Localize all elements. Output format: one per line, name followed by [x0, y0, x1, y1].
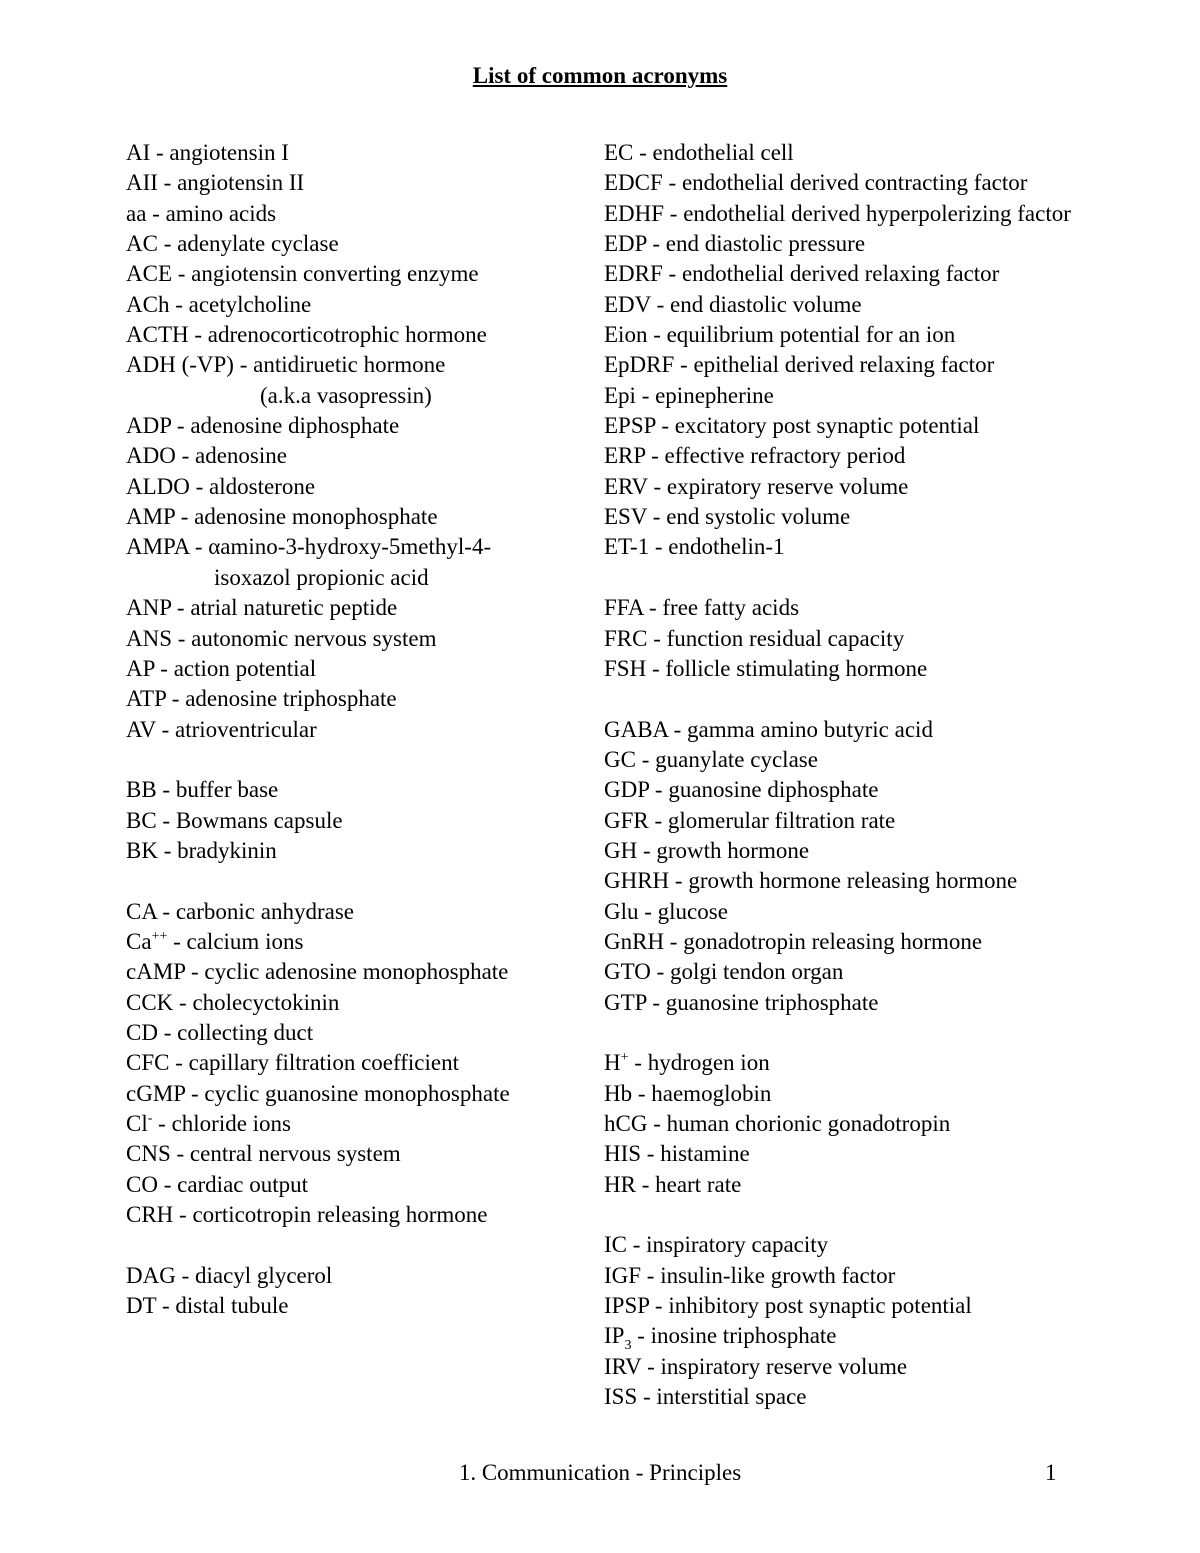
list-item [604, 836, 1071, 866]
list-item [604, 1170, 1071, 1200]
list-item [604, 1048, 1071, 1078]
blank-line [126, 745, 510, 775]
list-item [604, 806, 1071, 836]
list-item [604, 441, 1071, 471]
blank-line [604, 563, 1071, 593]
list-item [604, 927, 1071, 957]
list-item [126, 138, 510, 168]
page-title: List of common acronyms [472, 63, 728, 88]
blank-line [604, 1018, 1071, 1048]
list-item [604, 138, 1071, 168]
acronym-base: Ca [126, 928, 152, 954]
list-item-text: GFR - glomerular filtration rate [604, 807, 896, 833]
list-item-text: GH - growth hormone [604, 837, 810, 863]
list-item-text: GTO - golgi tendon organ [604, 959, 844, 985]
list-item [604, 381, 1071, 411]
list-item [604, 1109, 1071, 1139]
list-item-text: EDCF - endothelial derived contracting factor [604, 170, 1028, 196]
superscript: - [147, 1111, 153, 1126]
list-item [604, 624, 1071, 654]
list-item-text: ALDO - aldosterone [126, 473, 316, 499]
list-item [604, 320, 1071, 350]
list-item [604, 168, 1071, 198]
list-item [126, 350, 510, 380]
list-item-text: EDV - end diastolic volume [604, 291, 862, 317]
list-item [126, 897, 510, 927]
list-item [126, 1170, 510, 1200]
list-item-text: EDP - end diastolic pressure [604, 231, 866, 257]
blank-line [126, 1230, 510, 1260]
list-item [126, 1048, 510, 1078]
list-item-text: GnRH - gonadotropin releasing hormone [604, 928, 983, 954]
list-item [126, 806, 510, 836]
list-item [126, 593, 510, 623]
list-item-text: ET-1 - endothelin-1 [604, 534, 785, 560]
list-item-text: BK - bradykinin [126, 837, 277, 863]
list-item [604, 1291, 1071, 1321]
list-item [604, 411, 1071, 441]
list-item-text: CA - carbonic anhydrase [126, 898, 355, 924]
list-item-text: - inosine triphosphate [631, 1323, 837, 1349]
list-item [126, 1261, 510, 1291]
list-item-text: IC - inspiratory capacity [604, 1232, 829, 1258]
blank-line [126, 866, 510, 896]
acronym-base: H [604, 1050, 621, 1076]
list-item [126, 654, 510, 684]
list-item [604, 988, 1071, 1018]
list-item-text: IRV - inspiratory reserve volume [604, 1353, 908, 1379]
list-item-text: FFA - free fatty acids [604, 595, 800, 621]
list-item [126, 472, 510, 502]
list-item-text: ERP - effective refractory period [604, 443, 906, 469]
list-item [604, 199, 1071, 229]
list-item-text: EC - endothelial cell [604, 140, 794, 165]
list-item-text: AC - adenylate cyclase [126, 231, 339, 257]
list-item [604, 654, 1071, 684]
list-item-text: CCK - cholecyctokinin [126, 989, 340, 1015]
list-item-text: ADP - adenosine diphosphate [126, 413, 400, 439]
page-number: 1 [1045, 1460, 1057, 1485]
list-item-text: AI - angiotensin I [126, 140, 289, 165]
blank-line [604, 1200, 1071, 1230]
list-item-text: EPSP - excitatory post synaptic potential [604, 413, 980, 439]
list-item-text: DT - distal tubule [126, 1293, 289, 1319]
list-item-text: - chloride ions [152, 1111, 292, 1136]
list-item [126, 229, 510, 259]
list-item-text: AP - action potential [126, 655, 317, 681]
list-item [604, 593, 1071, 623]
list-item [604, 775, 1071, 805]
list-item [126, 1018, 510, 1048]
list-item-text: ADO - adenosine [126, 443, 287, 469]
list-item-text: DAG - diacyl glycerol [126, 1262, 333, 1288]
list-item [126, 957, 510, 987]
list-item [126, 715, 510, 745]
list-item-text: CD - collecting duct [126, 1019, 314, 1045]
list-item-text: ADH (-VP) - antidiruetic hormone [126, 352, 446, 378]
list-item [126, 441, 510, 471]
list-item-text [126, 868, 132, 893]
list-item [604, 532, 1071, 562]
list-item-text: IPSP - inhibitory post synaptic potential [604, 1293, 972, 1319]
list-item [126, 320, 510, 350]
list-item [126, 1109, 510, 1139]
list-item-text: AV - atrioventricular [126, 716, 317, 742]
list-item [126, 1200, 510, 1230]
list-item-text: FSH - follicle stimulating hormone [604, 655, 928, 681]
list-item [604, 957, 1071, 987]
list-item-text: isoxazol propionic acid [214, 564, 429, 590]
list-item-text: Eion - equilibrium potential for an ion [604, 322, 956, 348]
list-item [126, 259, 510, 289]
list-item-text: CRH - corticotropin releasing hormone [126, 1202, 488, 1228]
list-item-text: Epi - epinepherine [604, 382, 774, 408]
list-item [604, 1321, 1071, 1354]
list-item-text: ISS - interstitial space [604, 1384, 807, 1410]
list-item [604, 1230, 1071, 1260]
list-item [604, 1261, 1071, 1291]
list-item-text: EpDRF - epithelial derived relaxing factor [604, 352, 995, 378]
list-item [126, 1291, 510, 1321]
list-item-text: - hydrogen ion [628, 1050, 770, 1076]
list-item [604, 229, 1071, 259]
list-item-text: GTP - guanosine triphosphate [604, 989, 879, 1015]
list-item-text: HIS - histamine [604, 1141, 750, 1167]
list-item-text: (a.k.a vasopressin) [260, 382, 432, 408]
superscript: ++ [151, 928, 168, 944]
list-item-continuation [126, 563, 510, 593]
list-item [604, 897, 1071, 927]
list-item-text: hCG - human chorionic gonadotropin [604, 1111, 951, 1136]
list-item-text: GC - guanylate cyclase [604, 746, 818, 772]
list-item-text: ATP - adenosine triphosphate [126, 686, 397, 712]
list-item-text: AMP - adenosine monophosphate [126, 504, 438, 530]
list-item-text: ERV - expiratory reserve volume [604, 473, 909, 499]
list-item [604, 259, 1071, 289]
acronym-base: IP [604, 1323, 625, 1349]
list-item [604, 1139, 1071, 1169]
list-item-text [604, 1020, 610, 1045]
list-item [604, 715, 1071, 745]
list-item-text: aa - amino acids [126, 200, 277, 226]
superscript: + [620, 1050, 629, 1066]
list-item-text: - calcium ions [167, 928, 304, 954]
list-item [604, 745, 1071, 775]
list-item-text: CFC - capillary filtration coefficient [126, 1050, 459, 1076]
list-item [126, 168, 510, 198]
list-item [604, 1352, 1071, 1382]
list-item [604, 1382, 1071, 1412]
list-item [604, 1079, 1071, 1109]
list-item-text: AMPA - αamino-3-hydroxy-5methyl-4- [126, 534, 492, 560]
list-item [126, 1079, 510, 1109]
list-item [126, 836, 510, 866]
list-item [604, 502, 1071, 532]
list-item-text: BB - buffer base [126, 777, 279, 803]
acronym-list-left [126, 138, 510, 1321]
list-item-text: ANS - autonomic nervous system [126, 625, 437, 651]
list-item-text: CO - cardiac output [126, 1171, 309, 1197]
acronym-list-right [604, 138, 1071, 1412]
list-item-text [126, 1232, 132, 1257]
acronym-base: Cl [126, 1111, 148, 1136]
list-item-text [604, 686, 610, 711]
list-item [126, 290, 510, 320]
list-item [126, 502, 510, 532]
list-item-text: ESV - end systolic volume [604, 504, 851, 530]
list-item-text: GABA - gamma amino butyric acid [604, 716, 933, 742]
list-item [126, 684, 510, 714]
list-item [604, 472, 1071, 502]
list-item-text: CNS - central nervous system [126, 1141, 401, 1167]
list-item-text: Hb - haemoglobin [604, 1080, 772, 1106]
list-item-text: ACTH - adrenocorticotrophic hormone [126, 322, 487, 348]
list-item [604, 350, 1071, 380]
list-item [126, 988, 510, 1018]
list-item-continuation [126, 381, 510, 411]
list-item-text: GHRH - growth hormone releasing hormone [604, 868, 1018, 894]
list-item [126, 927, 510, 957]
list-item [126, 411, 510, 441]
list-item-text: EDRF - endothelial derived relaxing factor [604, 261, 1000, 287]
blank-line [604, 684, 1071, 714]
list-item-text [604, 1202, 610, 1227]
list-item-text [126, 747, 132, 772]
list-item-text: cAMP - cyclic adenosine monophosphate [126, 959, 509, 985]
list-item [126, 1139, 510, 1169]
list-item [126, 532, 510, 562]
list-item-text: IGF - insulin-like growth factor [604, 1262, 896, 1288]
list-item-text: ACE - angiotensin converting enzyme [126, 261, 479, 287]
list-item-text: GDP - guanosine diphosphate [604, 777, 879, 803]
list-item-text: cGMP - cyclic guanosine monophosphate [126, 1080, 510, 1106]
list-item [126, 775, 510, 805]
list-item-text: BC - Bowmans capsule [126, 807, 343, 833]
list-item-text: AII - angiotensin II [126, 170, 305, 196]
list-item [604, 290, 1071, 320]
list-item-text [604, 565, 610, 590]
list-item-text: HR - heart rate [604, 1171, 742, 1197]
list-item-text: ANP - atrial naturetic peptide [126, 595, 398, 621]
list-item [604, 866, 1071, 896]
footer-text: 1. Communication - Principles [458, 1460, 742, 1485]
list-item [126, 624, 510, 654]
list-item [126, 199, 510, 229]
list-item-text: EDHF - endothelial derived hyperpolerizing factor [604, 200, 1071, 226]
list-item-text: Glu - glucose [604, 898, 728, 924]
subscript: 3 [624, 1338, 632, 1354]
list-item-text: ACh - acetylcholine [126, 291, 312, 317]
list-item-text: FRC - function residual capacity [604, 625, 905, 651]
